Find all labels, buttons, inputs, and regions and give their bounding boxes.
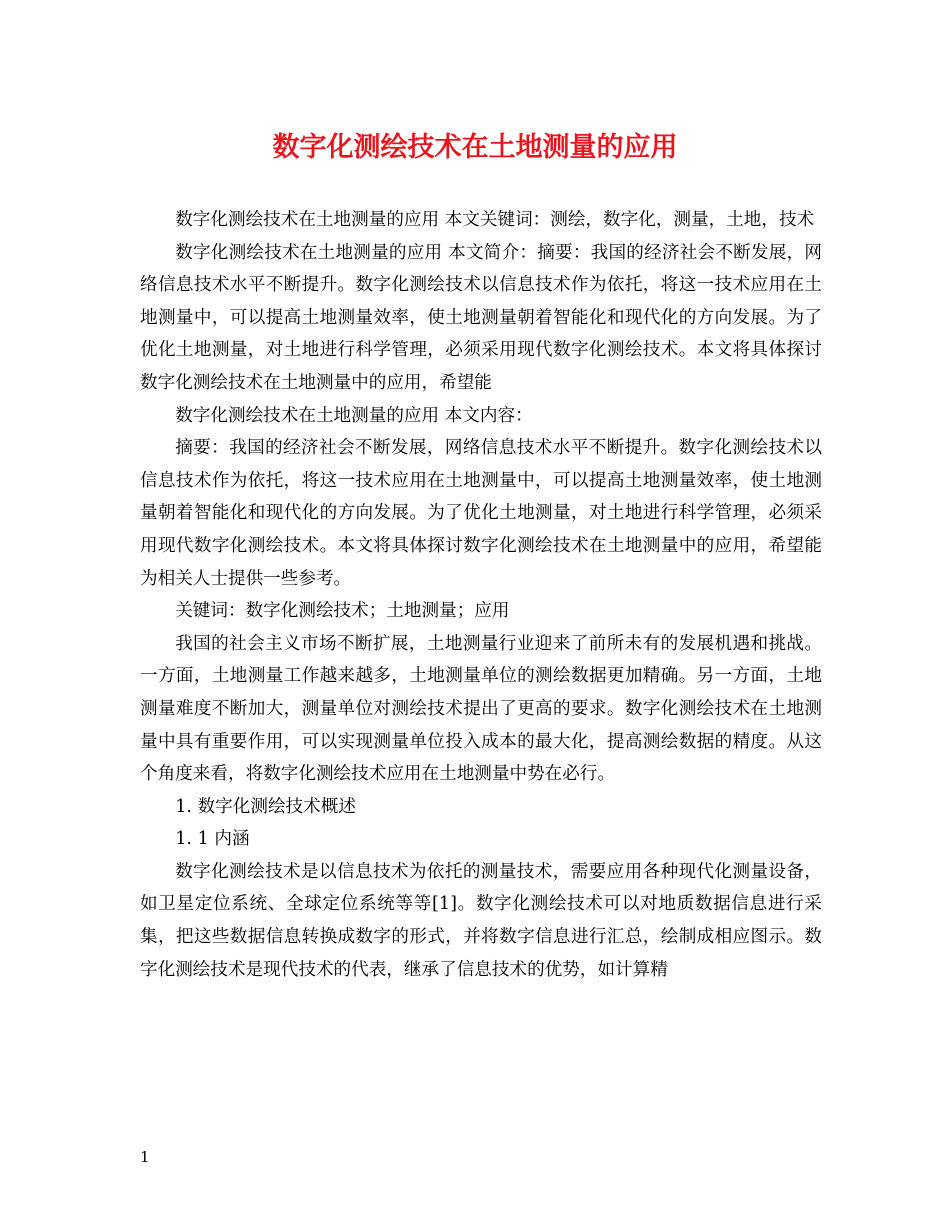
paragraph-content-heading: 数字化测绘技术在土地测量的应用 本文内容： bbox=[175, 405, 533, 426]
page-number: 1 bbox=[140, 1148, 150, 1166]
paragraph-abstract: 摘要：我国的经济社会不断发展，网络信息技术水平不断提升。数字化测绘技术以信息技术作为依托，将这一技术应用在土地测量中，可以提高土地测量效率，使土地测量朝着智能化和现代化的方向发展。为了优化土地测量，对土地进行科学管理，必须采用现代数字化测绘技术。本文将具体探讨数字化测绘技术在土地测量中的应用，希望能为相关人士提供一些参考。 bbox=[140, 438, 822, 589]
paragraph-keywords-intro: 数字化测绘技术在土地测量的应用 本文关键词：测绘，数字化，测量，土地，技术 bbox=[175, 210, 815, 230]
paragraph-introduction: 我国的社会主义市场不断扩展，土地测量行业迎来了前所未有的发展机遇和挑战。一方面，土地测量工作越来越多，土地测量单位的测绘数据更加精确。另一方面，土地测量难度不断加大，测量单位对测绘技术提出了更高的要求。数字化测绘技术在土地测量中具有重要作用，可以实现测量单位投入成本的最大化，提高测绘数据的精度。从这个角度来看，将数字化测绘技术应用在土地测量中势在必行。 bbox=[140, 633, 822, 785]
document-title: 数字化测绘技术在土地测量的应用 bbox=[272, 132, 678, 163]
paragraph-connotation: 数字化测绘技术是以信息技术为依托的测量技术，需要应用各种现代化测量设备，如卫星定位系统、全球定位系统等等[1]。数字化测绘技术可以对地质数据信息进行采集，把这些数据信息转换成数字的形式，并将数字信息进行汇总，绘制成相应图示。数字化测绘技术是现代技术的代表，继承了信息技术的优势，如计算精 bbox=[140, 861, 822, 980]
document-body bbox=[140, 204, 822, 986]
section-heading-overview: 1. 数字化测绘技术概述 bbox=[175, 796, 356, 817]
paragraph-keywords: 关键词：数字化测绘技术；土地测量；应用 bbox=[175, 601, 510, 622]
paragraph-summary-intro: 数字化测绘技术在土地测量的应用 本文简介：摘要：我国的经济社会不断发展，网络信息技术水平不断提升。数字化测绘技术以信息技术作为依托，将这一技术应用在土地测量中，可以提高土地测量效率，使土地测量朝着智能化和现代化的方向发展。为了优化土地测量，对土地进行科学管理，必须采用现代数字化测绘技术。本文将具体探讨数字化测绘技术在土地测量中的应用，希望能 bbox=[140, 242, 822, 393]
subsection-heading-connotation: 1. 1 内涵 bbox=[175, 829, 250, 850]
